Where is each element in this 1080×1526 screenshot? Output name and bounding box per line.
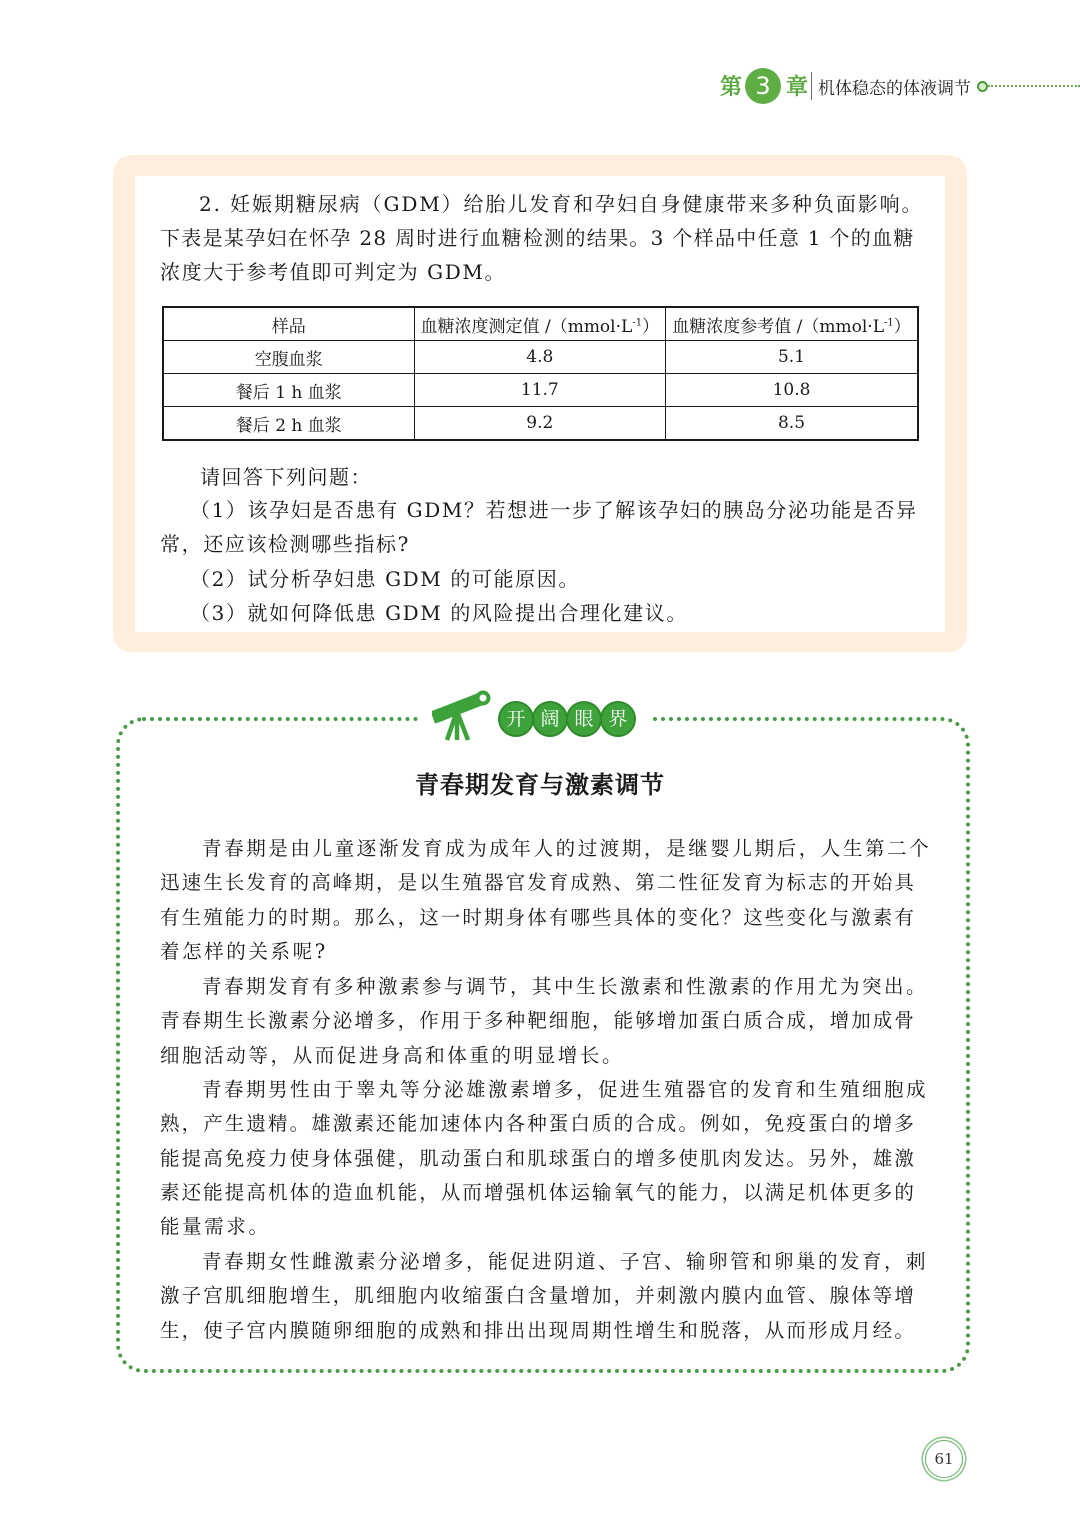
table-header-measured bbox=[414, 307, 665, 341]
badge-char: 界 bbox=[600, 701, 636, 737]
blood-glucose-table bbox=[162, 306, 919, 441]
header-text: 血糖浓度测定值 /（mmol·L bbox=[420, 316, 633, 337]
feature-line: 青春期女性雌激素分泌增多，能促进阴道、子宫、输卵管和卵巢的发育，刺 bbox=[202, 1250, 929, 1273]
chapter-suffix: 章 bbox=[786, 75, 809, 100]
feature-title: 青春期发育与激素调节 bbox=[415, 771, 665, 799]
feature-line: 激子宫肌细胞增生，肌细胞内收缩蛋白含量增加，并刺激内膜内血管、腺体等增 bbox=[160, 1284, 917, 1307]
table-cell-sample: 餐后 2 h 血浆 bbox=[163, 407, 414, 441]
table-cell-reference: 8.5 bbox=[666, 407, 918, 441]
chapter-title: 机体稳态的体液调节 bbox=[818, 79, 971, 99]
chapter-number-badge: 3 bbox=[745, 68, 781, 104]
unit-superscript: -1 bbox=[884, 316, 894, 328]
questions-prompt: 请回答下列问题： bbox=[200, 465, 372, 489]
header-divider bbox=[811, 72, 812, 100]
badge-char: 阔 bbox=[532, 701, 568, 737]
badge-char: 眼 bbox=[566, 701, 602, 737]
feature-line: 青春期男性由于睾丸等分泌雄激素增多，促进生殖器官的发育和生殖细胞成 bbox=[202, 1078, 929, 1101]
feature-line: 细胞活动等，从而促进身高和体重的明显增长。 bbox=[160, 1044, 625, 1067]
table-cell-sample: 空腹血浆 bbox=[163, 341, 414, 374]
exercise-intro-line: 浓度大于参考值即可判定为 GDM。 bbox=[160, 260, 507, 284]
table-cell-measured: 9.2 bbox=[414, 407, 665, 441]
feature-line: 能提高免疫力使身体强健，肌动蛋白和肌球蛋白的增多使肌肉发达。另外，雄激 bbox=[160, 1147, 917, 1170]
header-close: ） bbox=[642, 316, 660, 337]
badge-char: 开 bbox=[498, 701, 534, 737]
feature-line: 有生殖能力的时期。那么，这一时期身体有哪些具体的变化？这些变化与激素有 bbox=[160, 906, 917, 929]
ring-icon bbox=[977, 81, 988, 92]
table-cell-reference: 5.1 bbox=[666, 341, 918, 374]
feature-line: 青春期是由儿童逐渐发育成为成年人的过渡期，是继婴儿期后，人生第二个 bbox=[202, 837, 932, 860]
feature-line: 生，使子宫内膜随卵细胞的成熟和排出出现周期性增生和脱落，从而形成月经。 bbox=[160, 1319, 917, 1342]
table-header-sample: 样品 bbox=[163, 307, 414, 341]
feature-line: 着怎样的关系呢? bbox=[160, 940, 328, 963]
header-text: 血糖浓度参考值 /（mmol·L bbox=[672, 316, 885, 337]
table-cell-reference: 10.8 bbox=[666, 374, 918, 407]
question-line: 常，还应该检测哪些指标? bbox=[160, 532, 410, 556]
page-number: 61 bbox=[925, 1440, 963, 1478]
feature-line: 青春期生长激素分泌增多，作用于多种靶细胞，能够增加蛋白质合成，增加成骨 bbox=[160, 1009, 917, 1032]
feature-line: 迅速生长发育的高峰期，是以生殖器官发育成熟、第二性征发育为标志的开始具 bbox=[160, 871, 917, 894]
table-header-row bbox=[163, 307, 918, 341]
question-line: （2）试分析孕妇患 GDM 的可能原因。 bbox=[190, 567, 580, 591]
unit-superscript: -1 bbox=[632, 316, 643, 328]
table-header-reference bbox=[666, 307, 918, 341]
telescope-icon bbox=[432, 688, 494, 742]
table-cell-measured: 4.8 bbox=[414, 341, 665, 374]
table-row bbox=[163, 407, 918, 441]
chapter-prefix: 第 bbox=[720, 75, 743, 100]
header-close: ） bbox=[893, 316, 911, 337]
table-row bbox=[163, 374, 918, 407]
table-cell-measured: 11.7 bbox=[414, 374, 665, 407]
exercise-intro-line: 2. 妊娠期糖尿病（GDM）给胎儿发育和孕妇自身健康带来多种负面影响。 bbox=[199, 192, 924, 216]
question-line: （1）该孕妇是否患有 GDM？若想进一步了解该孕妇的胰岛分泌功能是否异 bbox=[190, 498, 918, 522]
feature-line: 熟，产生遗精。雄激素还能加速体内各种蛋白质的合成。例如，免疫蛋白的增多 bbox=[160, 1112, 917, 1135]
feature-line: 青春期发育有多种激素参与调节，其中生长激素和性激素的作用尤为突出。 bbox=[202, 975, 929, 998]
feature-line: 素还能提高机体的造血机能，从而增强机体运输氧气的能力，以满足机体更多的 bbox=[160, 1181, 917, 1204]
table-cell-sample: 餐后 1 h 血浆 bbox=[163, 374, 414, 407]
table-row bbox=[163, 341, 918, 374]
question-line: （3）就如何降低患 GDM 的风险提出合理化建议。 bbox=[190, 601, 688, 625]
feature-line: 能量需求。 bbox=[160, 1215, 271, 1238]
header-dotted-rule bbox=[988, 85, 1080, 87]
exercise-intro-line: 下表是某孕妇在怀孕 28 周时进行血糖检测的结果。3 个样品中任意 1 个的血糖 bbox=[160, 226, 915, 250]
